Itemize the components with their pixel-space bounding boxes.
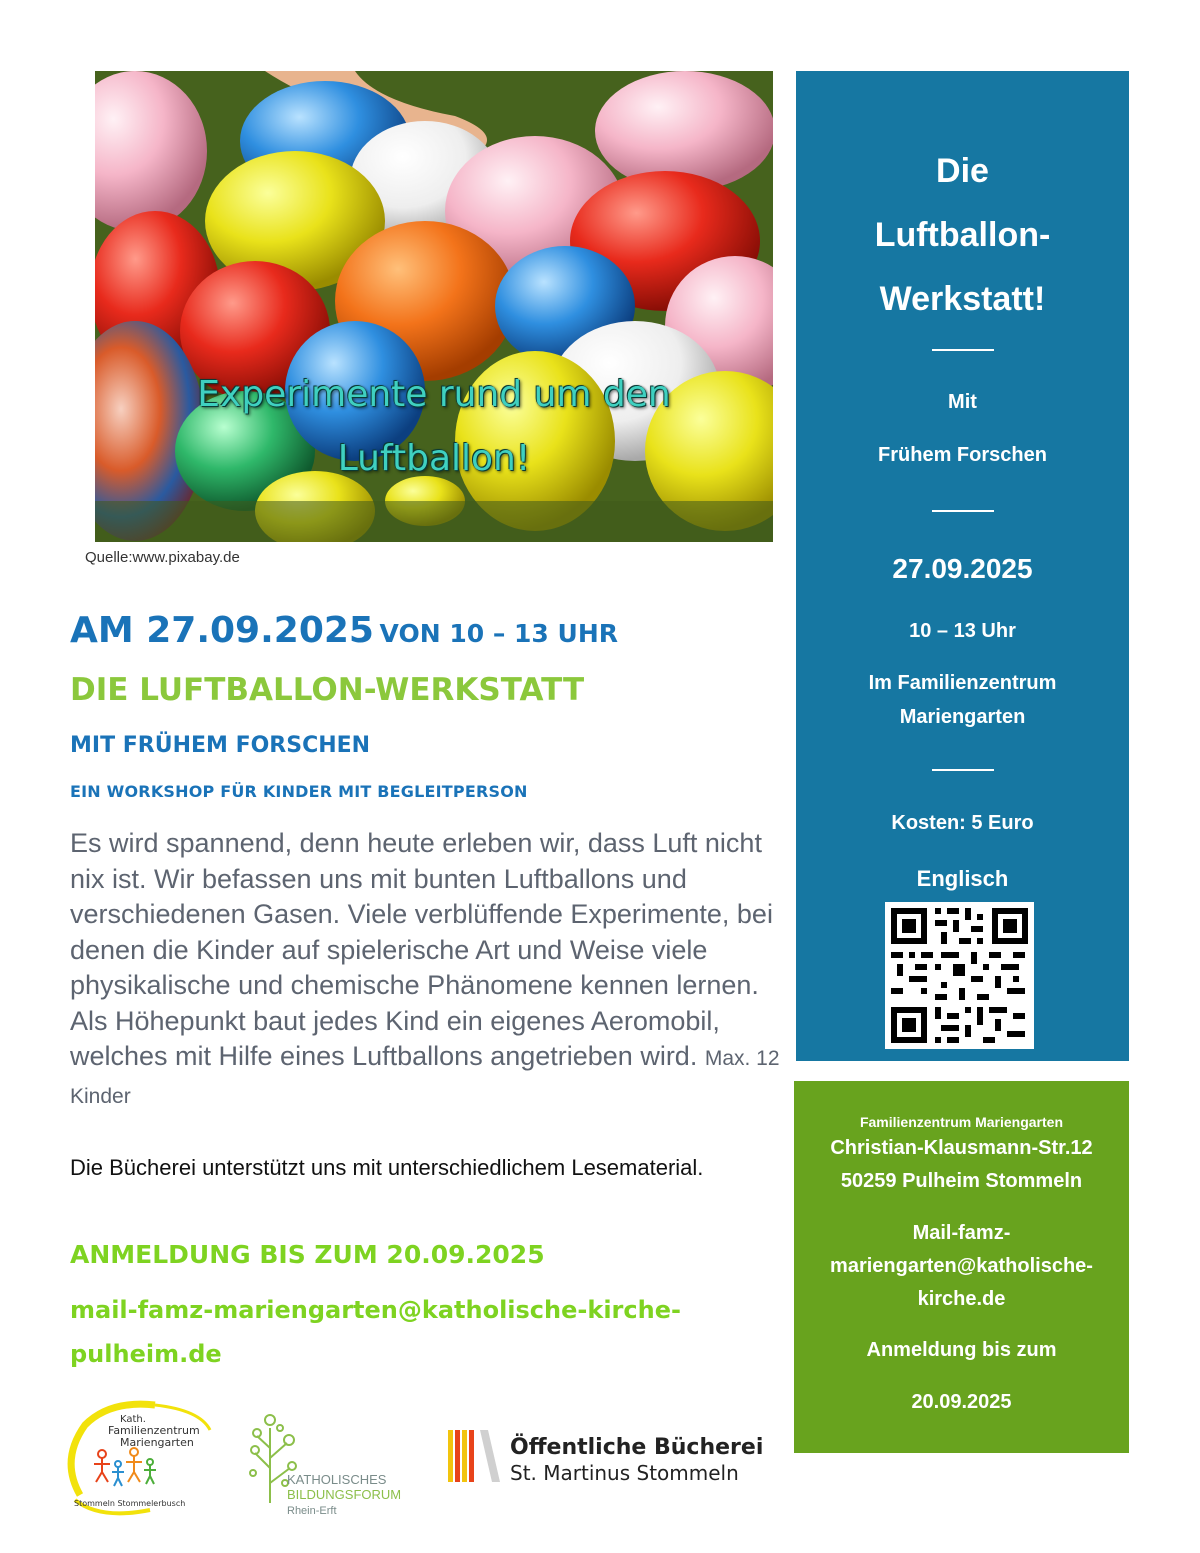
info-panel (796, 71, 1129, 1061)
kbf-line1: KATHOLISCHES (287, 1472, 387, 1487)
event-tagline: EIN WORKSHOP FÜR KINDER MIT BEGLEITPERSON (70, 782, 528, 801)
contact-mail-line3: kirche.de (917, 1288, 1006, 1310)
event-subtitle: MIT FRÜHEM FORSCHEN (70, 733, 371, 758)
famz-line1: Kath. (120, 1414, 146, 1425)
panel-title-line2: Luftballon- (874, 216, 1051, 254)
hero-caption (95, 363, 773, 491)
registration-email[interactable]: mail-famz-mariengarten@katholische-kirche-pulheim.de (70, 1296, 681, 1368)
contact-reg-date: 20.09.2025 (911, 1391, 1012, 1413)
panel-title (796, 139, 1129, 331)
max-participants: Max. 12 Kinder (70, 1047, 780, 1108)
event-description (70, 826, 780, 1114)
library-line2: St. Martinus Stommeln (510, 1461, 739, 1485)
familienzentrum-logo (60, 1400, 230, 1520)
panel-title-line3: Werkstatt! (879, 280, 1046, 318)
contact-panel (794, 1081, 1129, 1453)
image-source: Quelle:www.pixabay.de (85, 549, 240, 566)
event-date-time (70, 610, 618, 651)
contact-city: 50259 Pulheim Stommeln (840, 1170, 1083, 1192)
hero-caption-line1: Experimente rund um den (197, 374, 671, 415)
hero-image (95, 71, 773, 542)
kbf-line2: BILDUNGSFORUM (287, 1487, 402, 1502)
registration-deadline: ANMELDUNG BIS ZUM 20.09.2025 (70, 1240, 545, 1269)
famz-bottom: Stommeln Stommelerbusch (74, 1499, 186, 1508)
divider (932, 769, 994, 771)
logos-row (60, 1400, 780, 1530)
event-date: AM 27.09.2025 (70, 610, 374, 651)
famz-line2: Familienzentrum (108, 1424, 200, 1437)
panel-place-line2: Mariengarten (899, 706, 1026, 728)
library-logo (448, 1430, 778, 1490)
contact-mail-line2[interactable]: mariengarten@katholische- (830, 1255, 1093, 1277)
panel-mit: Mit (948, 391, 977, 413)
divider (932, 349, 994, 351)
contact-reg-label: Anmeldung bis zum (866, 1339, 1057, 1361)
event-time: VON 10 – 13 UHR (379, 619, 618, 648)
kbf-line3: Rhein-Erft (287, 1505, 337, 1517)
description-text: Es wird spannend, denn heute erleben wir, dass Luft nicht nix ist. Wir befassen uns mit bunten Luftballons und verschiedenen Gasen. Viele verblüffende Experimente, bei denen die Kinder auf spielerische Art und Weise viele physikalische und chemische Phänomene kennen lernen. Als Höhepunkt baut jedes Kind ein eigenes Aeromobil, welches mit Hilfe eines Luftballons angetrieben wird. (70, 828, 773, 1071)
panel-time: 10 – 13 Uhr (909, 620, 1016, 642)
contact-street: Christian-Klausmann-Str.12 (830, 1137, 1093, 1159)
panel-forschen: Frühem Forschen (878, 444, 1047, 466)
library-note: Die Bücherei unterstützt uns mit unterschiedlichem Lesematerial. (70, 1155, 704, 1180)
divider (932, 510, 994, 512)
panel-language: Englisch (916, 866, 1009, 891)
hero-caption-line2: Luftballon! (337, 438, 531, 479)
event-title: DIE LUFTBALLON-WERKSTATT (70, 672, 585, 708)
qr-code-icon[interactable] (885, 902, 1034, 1049)
bildungsforum-logo (245, 1408, 445, 1528)
panel-cost: Kosten: 5 Euro (891, 812, 1034, 834)
panel-date: 27.09.2025 (892, 553, 1033, 584)
panel-place-line1: Im Familienzentrum (868, 672, 1057, 694)
contact-mail-line1: Mail-famz- (912, 1222, 1011, 1244)
contact-org: Familienzentrum Mariengarten (859, 1114, 1064, 1130)
famz-line3: Mariengarten (120, 1436, 194, 1449)
library-line1: Öffentliche Bücherei (510, 1435, 764, 1460)
panel-title-line1: Die (936, 152, 989, 190)
